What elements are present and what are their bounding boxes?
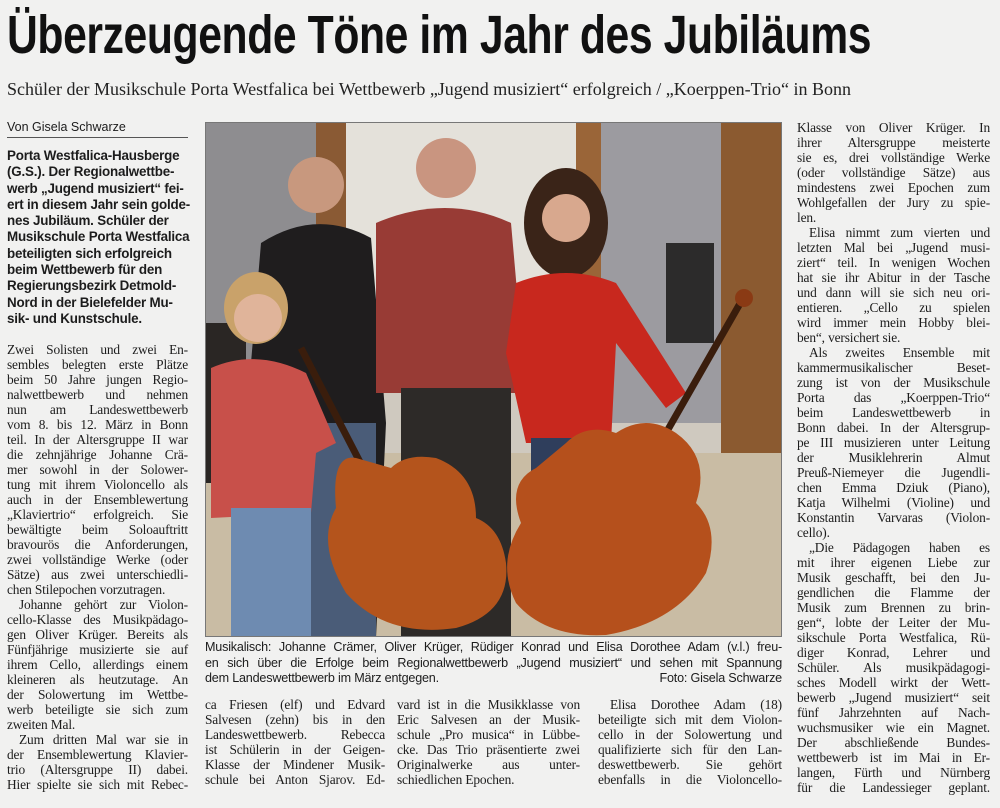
text-line: langen, Fürth und Nürnberg <box>797 765 990 780</box>
text-line: cello in der Solowertung und <box>598 727 782 742</box>
text-line: deswettbewerb. Sie gehört <box>598 757 782 772</box>
text-line: zwei vollständige Werke (oder <box>7 552 188 567</box>
lead-line: Nord in der Bielefelder Mu- <box>7 294 173 310</box>
photo-caption <box>205 640 782 687</box>
paragraph <box>797 540 990 795</box>
text-line: beim 50 Jahre jungen Regio- <box>7 372 188 387</box>
text-line: sembles belegten erste Plätze <box>7 357 188 372</box>
text-line: Zwei Solisten und zwei En- <box>7 342 188 357</box>
text-line: schiedlichen Epochen. <box>397 772 515 787</box>
text-line: cello). <box>797 525 830 540</box>
paragraph <box>205 697 385 787</box>
byline: Von Gisela Schwarze <box>7 119 188 138</box>
text-line: Elisa nimmt zum vierten und <box>809 225 990 240</box>
photo-cello-scroll <box>735 289 753 307</box>
text-line: sches Modell wirkt der Wett- <box>797 675 990 690</box>
text-line: Musik zum Brennen zu brin- <box>797 600 990 615</box>
paragraph <box>797 225 990 345</box>
text-line: Der abschließende Bundes- <box>797 735 990 750</box>
column-bottom-2 <box>397 697 580 787</box>
text-line: sikschule Porta Westfalica, Rü- <box>797 630 990 645</box>
photo-person-ruediger-head <box>416 138 476 198</box>
text-line: Originalwerke aus unter- <box>397 757 580 772</box>
paragraph <box>7 732 188 792</box>
lead-line: ert in diesem Jahr sein golde- <box>7 196 191 212</box>
text-line: vom 8. bis 12. März in Bonn <box>7 417 188 432</box>
text-line: ca Friesen (elf) und Edvard <box>205 697 385 712</box>
text-line: (oder vollständige Sätze) aus <box>797 165 990 180</box>
text-line: letzten Mal bei „Jugend musi- <box>797 240 990 255</box>
text-line: tung mit ihrem Violoncello als <box>7 477 188 492</box>
text-line: cello-Klasse des Musikpädago- <box>7 612 188 627</box>
column-right <box>797 120 990 795</box>
lead-line: nes Jubiläum. Schüler der <box>7 213 169 229</box>
text-line: Porta das „Koerppen-Trio“ <box>797 390 990 405</box>
headline: Überzeugende Töne im Jahr des Jubiläums <box>7 5 872 65</box>
text-line: Bonn dabei. In der Altersgrup- <box>797 420 990 435</box>
photo-person-johanne-head <box>234 294 282 342</box>
article-photo <box>205 122 782 637</box>
lead-line: Regierungsbezirk Detmold- <box>7 278 177 294</box>
text-line: auch in der Ensemblewertung <box>7 492 188 507</box>
lead-line: werb „Jugend musiziert“ fei- <box>7 180 184 196</box>
text-line: Klasse von Oliver Krüger. In <box>797 120 990 135</box>
photo-person-ruediger-body <box>376 208 526 393</box>
text-line: cke. Das Trio präsentierte zwei <box>397 742 580 757</box>
caption-line: Musikalisch: Johanne Crämer, Oliver Krüger, Rüdiger Konrad und Elisa Dorothee Adam (v.l.) freu- <box>205 640 782 654</box>
text-line: kleineren als heutzutage. An <box>7 672 188 687</box>
photo-person-johanne-jeans <box>231 508 311 637</box>
text-line: der Solowertung im Wettbe- <box>7 687 188 702</box>
text-line: Preuß-Niemeyer die Jugendli- <box>797 465 990 480</box>
text-line: Sätze) aus zwei unterschiedli- <box>7 567 188 582</box>
text-line: werb beteiligte sie sich zum <box>7 702 188 717</box>
text-line: mer sowohl in der Solower- <box>7 462 188 477</box>
text-line: Johanne gehört zur Violon- <box>19 597 188 612</box>
text-line: diger Konrad, Lehrer und <box>797 645 990 660</box>
text-line: für die Landessieger geplant. <box>797 780 990 795</box>
paragraph <box>797 120 990 225</box>
text-line: Zum dritten Mal war sie in <box>19 732 188 747</box>
text-line: qualifizierte sich für den Lan- <box>598 742 782 757</box>
text-line: Als zweites Ensemble mit <box>809 345 990 360</box>
paragraph <box>598 697 782 787</box>
photo-wood-right <box>721 123 782 453</box>
text-line: sie es, drei vollständige Werke <box>797 150 990 165</box>
paragraph <box>397 697 580 787</box>
text-line: pe III musizieren unter Leitung <box>797 435 990 450</box>
text-line: entieren. „Cello zu spielen <box>797 300 990 315</box>
text-line: bewältigte beim Soloauftritt <box>7 522 188 537</box>
text-line: zweiten Mal. <box>7 717 76 732</box>
lead-line: Musikschule Porta Westfalica <box>7 229 190 245</box>
text-line: wettbewerb ist im Mai in Er- <box>797 750 990 765</box>
text-line: schule „Pro musica“ in Lübbe- <box>397 727 580 742</box>
text-line: gen“, lobte der Leiter der Mu- <box>797 615 990 630</box>
text-line: „Die Pädagogen haben es <box>809 540 990 555</box>
text-line: ihrem Cello, allerdings einem <box>7 657 188 672</box>
paragraph <box>7 342 188 597</box>
column-left <box>7 342 188 792</box>
text-line: mindestens zwei Epochen zum <box>797 180 990 195</box>
photo-person-oliver-head <box>288 157 344 213</box>
text-line: ben“, versichert sie. <box>797 330 901 345</box>
lead-line: beim Wettbewerb für den <box>7 262 163 278</box>
text-line: ist Schülerin in der Geigen- <box>205 742 385 757</box>
text-line: beim Landeswettbewerb in <box>797 405 990 420</box>
text-line: die zehnjährige Johanne Crä- <box>7 447 188 462</box>
text-line: fünf Jahrzehnten auf Nach- <box>797 705 990 720</box>
lead-line: (G.S.). Der Regionalwettbe- <box>7 164 175 180</box>
text-line: gendlichen die Flamme der <box>797 585 990 600</box>
text-line: wird immer mein Hobby blei- <box>797 315 990 330</box>
text-line: und dann will sie sich neu ori- <box>797 285 990 300</box>
photo-person-elisa-head <box>542 194 590 242</box>
text-line: chen Emma Dziuk (Piano), <box>797 480 990 495</box>
text-line: wuchsmusiker wie ein Magnet. <box>797 720 990 735</box>
text-line: „Klaviertrio“ erfolgreich. Sie <box>7 507 188 522</box>
text-line: vard ist in die Musikklasse von <box>397 697 580 712</box>
paragraph <box>7 597 188 732</box>
text-line: ebenfalls in die Violoncello- <box>598 772 782 787</box>
text-line: bewerb „Jugend musiziert“ seit <box>797 690 990 705</box>
text-line: Klasse der Mindener Musik- <box>205 757 385 772</box>
caption-line: dem Landeswettbewerb im März entgegen. <box>205 671 439 685</box>
text-line: Musik geschafft, bei den Ju- <box>797 570 990 585</box>
lead-paragraph <box>7 148 193 327</box>
text-line: nun am Landeswettbewerb <box>7 402 188 417</box>
text-line: Salvesen (zehn) bis in den <box>205 712 385 727</box>
paragraph <box>797 345 990 540</box>
text-line: hat sie ihr Abitur in der Tasche <box>797 270 990 285</box>
lead-line: beteiligten sich erfolgreich <box>7 245 172 261</box>
text-line: nalwettbewerb und nehmen <box>7 387 188 402</box>
text-line: len. <box>797 210 817 225</box>
text-line: schule bei Anton Sjarov. Ed- <box>205 772 385 787</box>
photo-music-stand <box>666 243 714 343</box>
text-line: chen Stilepochen vorzutragen. <box>7 582 166 597</box>
text-line: Wohlgefallen der Jury zu spie- <box>797 195 990 210</box>
text-line: bravourös die Anforderungen, <box>7 537 188 552</box>
text-line: kammermusikalischer Beset- <box>797 360 990 375</box>
text-line: gen Oliver Krüger. Bereits als <box>7 627 188 642</box>
text-line: zung ist von der Musikschule <box>797 375 990 390</box>
text-line: ihrer Altersgruppe meisterte <box>797 135 990 150</box>
text-line: Schüler. Als musikpädagogi- <box>797 660 990 675</box>
caption-line: en sich über die Erfolge beim Regionalwettbewerb „Jugend musiziert“ und sehen mit Spannung <box>205 655 782 670</box>
subtitle: Schüler der Musikschule Porta Westfalica bei Wettbewerb „Jugend musiziert“ erfolgreich / „Koerppen-Trio“ in Bonn <box>7 79 852 99</box>
lead-line: sik- und Kunstschule. <box>7 310 142 326</box>
text-line: Konstantin Varvaras (Violon- <box>797 510 990 525</box>
text-line: Eric Salvesen an der Musik- <box>397 712 580 727</box>
text-line: trio (Altersgruppe II) dabei. <box>7 762 188 777</box>
text-line: Katja Wilhelmi (Violine) und <box>797 495 990 510</box>
text-line: der Ensemblewertung Klavier- <box>7 747 188 762</box>
text-line: ziert“ teil. In wenigen Wochen <box>797 255 990 270</box>
text-line: Fünfjährige musizierte sie auf <box>7 642 188 657</box>
column-bottom-1 <box>205 697 385 787</box>
text-line: Elisa Dorothee Adam (18) <box>610 697 782 712</box>
text-line: beteiligte sich mit dem Violon- <box>598 712 782 727</box>
text-line: mit ihrer eigenen Liebe zur <box>797 555 990 570</box>
lead-line: Porta Westfalica-Hausberge <box>7 148 180 163</box>
text-line: Hier spielte sie sich mit Rebec- <box>7 777 188 792</box>
text-line: Landeswettbewerb. Rebecca <box>205 727 385 742</box>
photo-credit: Foto: Gisela Schwarze <box>659 671 782 685</box>
text-line: teil. In der Altersgruppe II war <box>7 432 188 447</box>
column-bottom-3 <box>598 697 782 787</box>
text-line: der Musiklehrerin Almut <box>797 450 990 465</box>
